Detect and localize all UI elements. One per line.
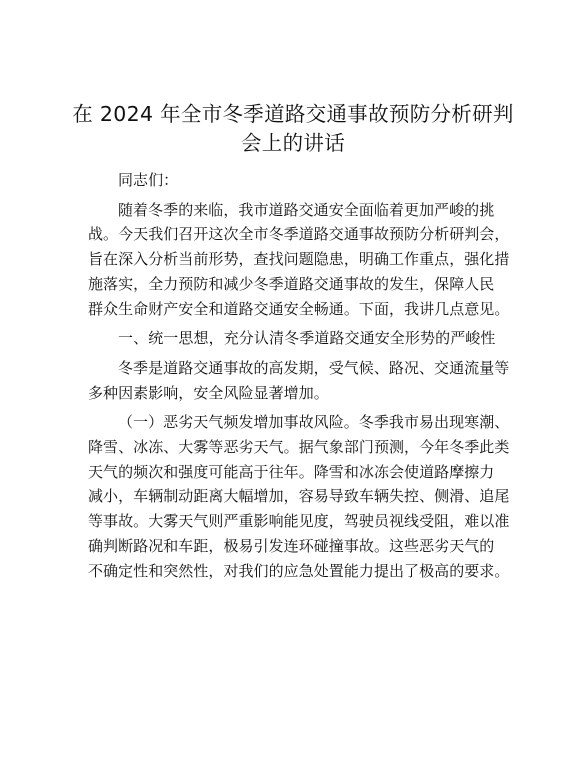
paragraph-line: 确判断路况和车距，极易引发连环碰撞事故。这些恶劣天气的 <box>88 536 495 555</box>
paragraph-line: 减小，车辆制动距离大幅增加，容易导致车辆失控、侧滑、追尾 <box>88 487 510 506</box>
paragraph-line: 等事故。大雾天气则严重影响能见度，驾驶员视线受阻，难以准 <box>88 512 510 531</box>
title-line-2: 会上的讲话 <box>241 131 345 155</box>
paragraph-line: 不确定性和突然性，对我们的应急处置能力提出了极高的要求。 <box>88 561 510 580</box>
paragraph-line: 降雪、冰冻、大雾等恶劣天气。据气象部门预测，今年冬季此类 <box>88 438 510 457</box>
document-title <box>70 100 516 158</box>
section-heading <box>88 326 500 351</box>
section-heading-text: 一、统一思想，充分认清冬季道路交通安全形势的严峻性 <box>118 329 496 348</box>
title-line-1: 在 2024 年全市冬季道路交通事故预防分析研判 <box>72 102 514 126</box>
paragraph-overview <box>88 356 510 405</box>
greeting <box>88 168 500 193</box>
paragraph-line: 旨在深入分析当前形势，查找问题隐患，明确工作重点，强化措 <box>88 250 510 269</box>
paragraph-line: 群众生命财产安全和道路交通安全畅通。下面，我讲几点意见。 <box>88 299 510 318</box>
document-body <box>88 168 510 588</box>
paragraph-line: 战。今天我们召开这次全市冬季道路交通事故预防分析研判会， <box>88 225 510 244</box>
greeting-text: 同志们： <box>118 171 179 189</box>
paragraph-line: 随着冬季的来临，我市道路交通安全面临着更加严峻的挑 <box>118 200 495 219</box>
paragraph-line: （一）恶劣天气频发增加事故风险。冬季我市易出现寒潮、 <box>118 413 510 432</box>
paragraph-intro <box>88 198 510 322</box>
paragraph-line: 天气的频次和强度可能高于往年。降雪和冰冻会使道路摩擦力 <box>88 462 495 481</box>
paragraph-line: 多种因素影响，安全风险显著增加。 <box>88 383 329 402</box>
paragraph-line: 施落实，全力预防和减少冬季道路交通事故的发生，保障人民 <box>88 274 495 293</box>
paragraph-line: 冬季是道路交通事故的高发期，受气候、路况、交通流量等 <box>118 358 510 377</box>
paragraph-weather <box>88 410 510 583</box>
